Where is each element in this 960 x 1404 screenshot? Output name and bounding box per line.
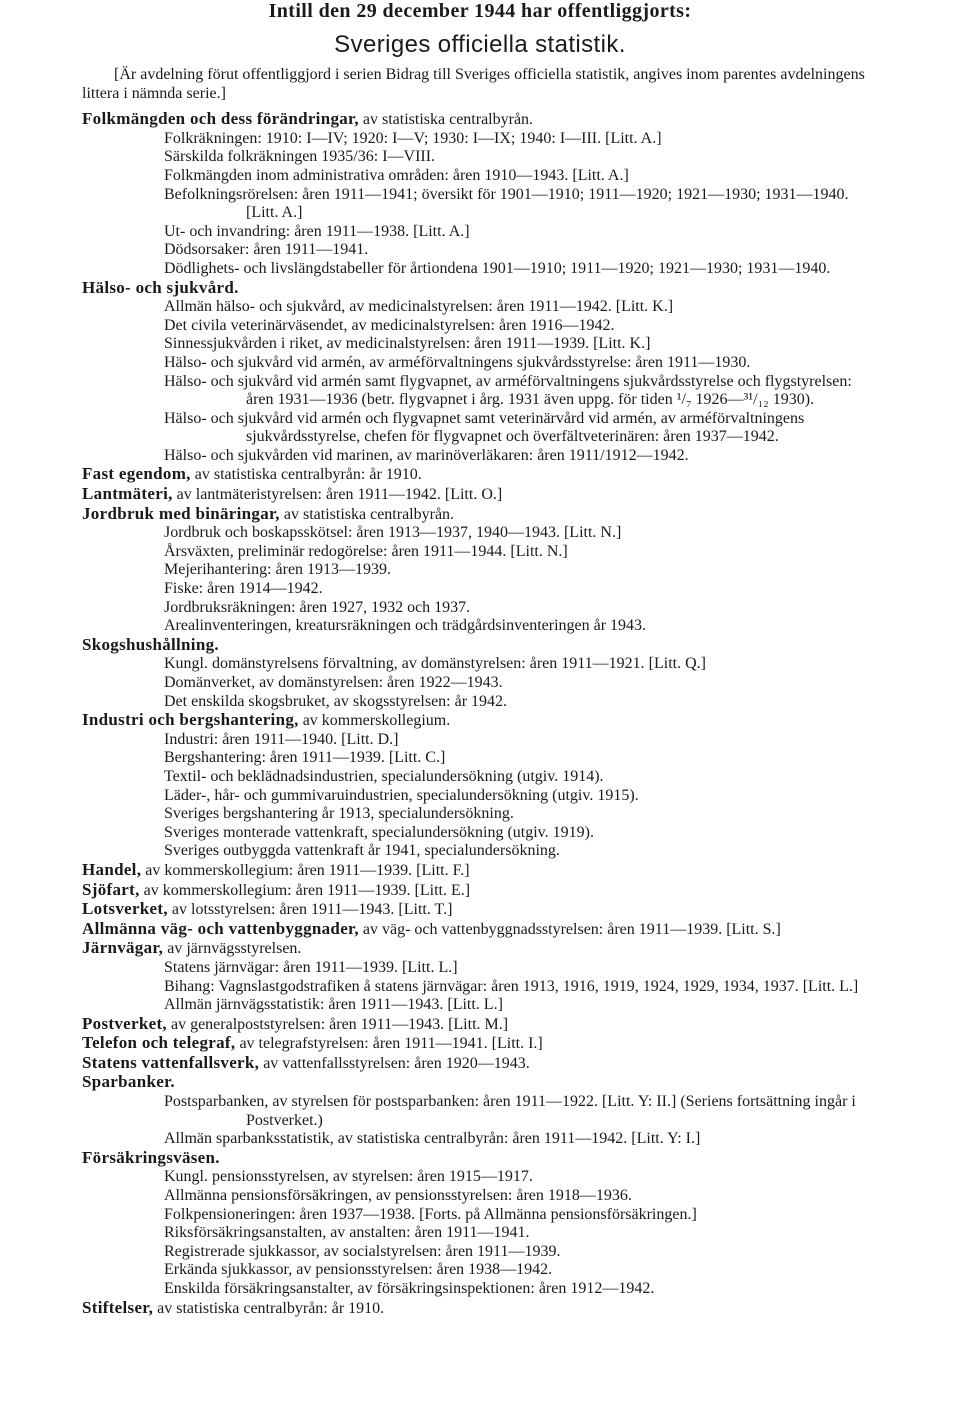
page-header: Intill den 29 december 1944 har offentliggjorts:: [268, 0, 692, 22]
entry-text: av väg- och vattenbyggnadsstyrelsen: åren 1911—1939. [Litt. S.]: [358, 920, 781, 938]
entry-text: Arealinventeringen, kreatursräkningen och trädgårdsinventeringen år 1943.: [164, 617, 647, 635]
sub-entry-line: [82, 223, 872, 242]
entry-text: av statistiska centralbyrån.: [358, 111, 534, 129]
sub-entry-line: [82, 580, 872, 599]
entry-text: Dödlighets- och livslängdstabeller för årtiondena 1901—1910; 1911—1920; 1921—1930; 1931—1940.: [164, 259, 831, 277]
entry-text: Kungl. domänstyrelsens förvaltning, av domänstyrelsen: åren 1911—1921. [Litt. Q.]: [164, 655, 706, 673]
entry-text: Folkräkningen: 1910: I—IV; 1920: I—V; 1930: I—IX; 1940: I—III. [Litt. A.]: [164, 129, 662, 147]
sub-entry-line: [82, 186, 872, 223]
sub-entry-line: [82, 1261, 872, 1280]
entry-text: Hälso- och sjukvård vid armén samt flygvapnet, av arméförvaltningens sjukvårdsstyrelse och flygstyrelsen: åren 1931—1936 (betr. flygvapnet i årg. 1931 även uppg. för tiden ¹/₇ 1926—³¹/₁₂ 1930).: [164, 372, 852, 409]
entry-text: Domänverket, av domänstyrelsen: åren 1922—1943.: [164, 674, 503, 691]
entry-text: av statistiska centralbyrån: år 1910.: [153, 1299, 385, 1317]
entry-text: av kommerskollegium: åren 1911—1939. [Litt. F.]: [141, 861, 470, 879]
entry-text: av lotsstyrelsen: åren 1911—1943. [Litt. T.]: [167, 901, 453, 919]
section-heading: Lantmäteri,: [82, 485, 173, 504]
sub-entry-line: [82, 148, 872, 167]
entry-text: Hälso- och sjukvård vid armén, av arméförvaltningens sjukvårdsstyrelse: åren 1911—1930.: [164, 353, 751, 371]
entry-text: Läder-, hår- och gummivaruindustrien, specialundersökning (utgiv. 1915).: [164, 786, 639, 804]
sub-entry-line: [82, 298, 872, 317]
entry-text: Jordbruk och boskapsskötsel: åren 1913—1937, 1940—1943. [Litt. N.]: [164, 524, 622, 542]
sub-entry-line: [82, 524, 872, 543]
sub-entry-line: [82, 674, 872, 693]
sub-entry-line: [82, 317, 872, 336]
entry-text: Registrerade sjukkassor, av socialstyrelsen: åren 1911—1939.: [164, 1242, 561, 1260]
sub-entry-line: [82, 410, 872, 447]
document-body: [82, 66, 872, 1318]
section-heading: Fast egendom,: [82, 465, 191, 484]
entry-text: Allmänna pensionsförsäkringen, av pensionsstyrelsen: åren 1918—1936.: [164, 1187, 632, 1205]
sub-entry-line: [82, 1187, 872, 1206]
entry-text: av statistiska centralbyrån.: [279, 505, 455, 523]
entry-text: Textil- och beklädnadsindustrien, specialundersökning (utgiv. 1914).: [164, 767, 604, 785]
entry-text: Bergshantering: åren 1911—1939. [Litt. C.]: [164, 749, 446, 767]
entry-text: Allmän sparbanksstatistik, av statistiska centralbyrån: åren 1911—1942. [Litt. Y: I.]: [164, 1130, 701, 1148]
section-heading: Hälso- och sjukvård.: [82, 278, 239, 297]
entry-text: Hälso- och sjukvård vid armén och flygvapnet samt veterinärvård vid armén, av arméförvaltningens sjukvårdsstyrelse, chefen för flygvapnet och överfältveterinären: åren 1937—1942.: [164, 409, 805, 446]
sub-entry-line: [82, 1224, 872, 1243]
section-heading: Stiftelser,: [82, 1298, 154, 1317]
entry-text: Det enskilda skogsbruket, av skogsstyrelsen: år 1942.: [164, 692, 508, 710]
section-heading: Lotsverket,: [82, 900, 168, 919]
section-heading: Telefon och telegraf,: [82, 1034, 236, 1053]
entry-text: Folkpensioneringen: åren 1937—1938. [Forts. på Allmänna pensionsförsäkringen.]: [164, 1205, 697, 1223]
sub-entry-line: [82, 655, 872, 674]
sub-entry-line: [82, 1206, 872, 1225]
section-heading-line: [82, 485, 872, 505]
entry-text: Industri: åren 1911—1940. [Litt. D.]: [164, 730, 399, 748]
entry-list: [82, 110, 872, 1318]
sub-entry-line: [82, 842, 872, 861]
entry-text: av generalpoststyrelsen: åren 1911—1943. [Litt. M.]: [166, 1015, 509, 1033]
entry-text: Sveriges outbyggda vattenkraft år 1941, specialundersökning.: [164, 842, 560, 860]
section-heading: Allmänna väg- och vattenbyggnader,: [82, 919, 359, 938]
section-heading-line: [82, 110, 872, 130]
sub-entry-line: [82, 1243, 872, 1262]
entry-text: Årsväxten, preliminär redogörelse: åren 1911—1944. [Litt. N.]: [164, 542, 568, 560]
section-heading-line: [82, 881, 872, 901]
section-heading-line: [82, 505, 872, 525]
sub-entry-line: [82, 1130, 872, 1149]
sub-entry-line: [82, 693, 872, 712]
sub-entry-line: [82, 996, 872, 1015]
entry-text: Sveriges monterade vattenkraft, specialundersökning (utgiv. 1919).: [164, 823, 594, 841]
entry-text: Riksförsäkringsanstalten, av anstalten: åren 1911—1941.: [164, 1224, 530, 1242]
entry-text: Kungl. pensionsstyrelsen, av styrelsen: åren 1915—1917.: [164, 1168, 533, 1186]
section-heading-line: [82, 939, 872, 959]
sub-entry-line: [82, 241, 872, 260]
sub-entry-line: [82, 335, 872, 354]
section-heading: Försäkringsväsen.: [82, 1148, 220, 1167]
entry-text: av lantmäteristyrelsen: åren 1911—1942. [Litt. O.]: [172, 486, 503, 504]
sub-entry-line: [82, 959, 872, 978]
entry-text: Jordbruksräkningen: åren 1927, 1932 och 1937.: [164, 598, 471, 616]
sub-entry-line: [82, 599, 872, 618]
section-heading-line: [82, 1299, 872, 1319]
entry-text: Bihang: Vagnslastgodstrafiken å statens järnvägar: åren 1913, 1916, 1919, 1924, 1929, 1934, 1937. [Litt. L.]: [164, 977, 859, 995]
entry-text: av vattenfallsstyrelsen: åren 1920—1943.: [259, 1054, 530, 1072]
entry-text: Statens järnvägar: åren 1911—1939. [Litt. L.]: [164, 958, 458, 976]
sub-entry-line: [82, 768, 872, 787]
section-heading-line: [82, 1034, 872, 1054]
section-heading: Järnvägar,: [82, 939, 164, 958]
section-heading-line: [82, 465, 872, 485]
entry-text: Särskilda folkräkningen 1935/36: I—VIII.: [164, 148, 436, 166]
entry-text: Ut- och invandring: åren 1911—1938. [Litt. A.]: [164, 222, 470, 240]
intro-paragraph: [Är avdelning förut offentliggjord i serien Bidrag till Sveriges officiella statistik, angives inom parentes avdelningens littera i nämnda serie.]: [82, 66, 865, 102]
section-heading-line: [82, 861, 872, 881]
section-heading-line: [82, 279, 872, 299]
entry-text: Enskilda försäkringsanstalter, av försäkringsinspektionen: åren 1912—1942.: [164, 1280, 655, 1297]
entry-text: av kommerskollegium.: [298, 712, 451, 730]
sub-entry-line: [82, 543, 872, 562]
entry-text: Sveriges bergshantering år 1913, specialundersökning.: [164, 805, 514, 823]
entry-text: av kommerskollegium: åren 1911—1939. [Litt. E.]: [139, 881, 471, 899]
entry-text: Befolkningsrörelsen: åren 1911—1941; översikt för 1901—1910; 1911—1920; 1921—1930; 1931—1940. [Litt. A.]: [164, 185, 849, 222]
page-title: Sveriges officiella statistik.: [334, 31, 626, 58]
entry-text: Fiske: åren 1914—1942.: [164, 580, 323, 598]
sub-entry-line: [82, 1093, 872, 1130]
sub-entry-line: [82, 731, 872, 750]
entry-text: av järnvägsstyrelsen.: [163, 940, 302, 958]
sub-entry-line: [82, 260, 872, 279]
entry-text: Det civila veterinärväsendet, av medicinalstyrelsen: åren 1916—1942.: [164, 316, 615, 334]
section-heading-line: [82, 1073, 872, 1093]
entry-text: av telegrafstyrelsen: åren 1911—1941. [Litt. I.]: [235, 1035, 543, 1053]
section-heading: Sparbanker.: [82, 1073, 175, 1092]
entry-text: Postsparbanken, av styrelsen för postsparbanken: åren 1911—1922. [Litt. Y: II.] (Seriens fortsättning ingår i Postverket.): [164, 1093, 856, 1129]
entry-text: Folkmängden inom administrativa områden: åren 1910—1943. [Litt. A.]: [164, 166, 629, 184]
section-heading: Handel,: [82, 860, 142, 879]
entry-text: Dödsorsaker: åren 1911—1941.: [164, 241, 369, 259]
section-heading-line: [82, 636, 872, 656]
section-heading-line: [82, 1054, 872, 1074]
sub-entry-line: [82, 824, 872, 843]
sub-entry-line: [82, 805, 872, 824]
sub-entry-line: [82, 130, 872, 149]
sub-entry-line: [82, 373, 872, 410]
sub-entry-line: [82, 617, 872, 636]
entry-text: Hälso- och sjukvården vid marinen, av marinöverläkaren: åren 1911/1912—1942.: [164, 446, 689, 464]
sub-entry-line: [82, 1168, 872, 1187]
sub-entry-line: [82, 787, 872, 806]
section-heading: Sjöfart,: [82, 880, 140, 899]
section-heading: Statens vattenfallsverk,: [82, 1053, 260, 1072]
sub-entry-line: [82, 978, 872, 997]
sub-entry-line: [82, 167, 872, 186]
section-heading-line: [82, 920, 872, 940]
section-heading: Folkmängden och dess förändringar,: [82, 110, 359, 129]
entry-text: Allmän järnvägsstatistik: åren 1911—1943. [Litt. L.]: [164, 996, 503, 1014]
section-heading: Skogshushållning.: [82, 635, 219, 654]
section-heading-line: [82, 1149, 872, 1169]
entry-text: Allmän hälso- och sjukvård, av medicinalstyrelsen: åren 1911—1942. [Litt. K.]: [164, 298, 674, 316]
sub-entry-line: [82, 354, 872, 373]
entry-text: Sinnessjukvården i riket, av medicinalstyrelsen: åren 1911—1939. [Litt. K.]: [164, 335, 651, 353]
sub-entry-line: [82, 561, 872, 580]
sub-entry-line: [82, 749, 872, 768]
section-heading: Postverket,: [82, 1014, 167, 1033]
entry-text: av statistiska centralbyrån: år 1910.: [190, 466, 422, 484]
section-heading-line: [82, 1015, 872, 1035]
entry-text: Mejerihantering: åren 1913—1939.: [164, 561, 392, 579]
sub-entry-line: [82, 1280, 872, 1299]
section-heading-line: [82, 711, 872, 731]
entry-text: Erkända sjukkassor, av pensionsstyrelsen: åren 1938—1942.: [164, 1261, 553, 1279]
section-heading: Industri och bergshantering,: [82, 711, 299, 730]
sub-entry-line: [82, 447, 872, 466]
section-heading-line: [82, 900, 872, 920]
section-heading: Jordbruk med binäringar,: [82, 504, 280, 523]
